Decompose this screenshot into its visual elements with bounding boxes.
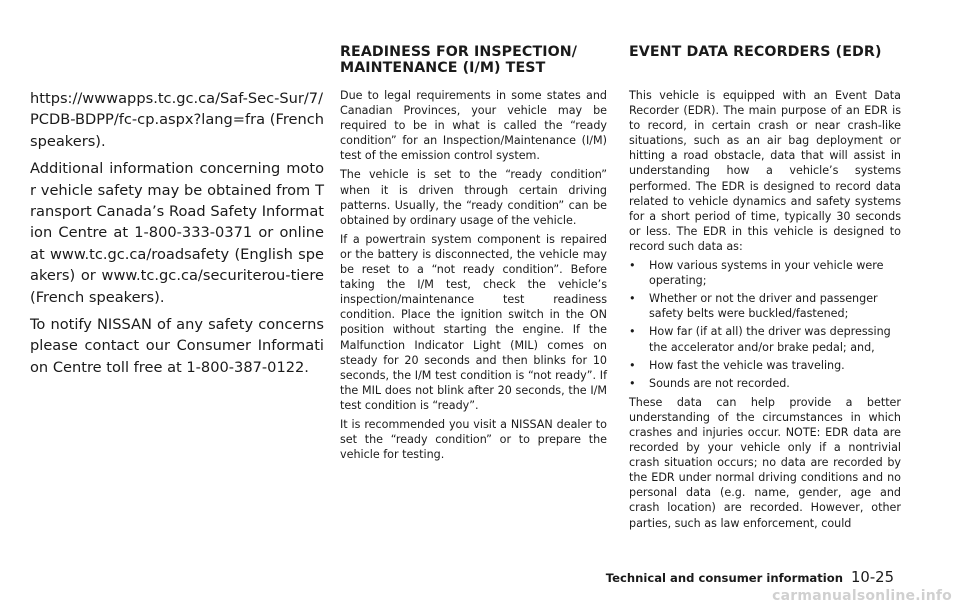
edr-closing-paragraph: These data can help provide a better understanding of the circumstances in which crashes and injuries occur. NOTE: EDR data are recorded by your vehicle only if a nontrivial crash situation occurs; no data are recorded by the EDR under normal driving conditions and no personal data (e.g. name, gender, age and crash location) are recorded. However, other parties, such as law enforcement, could	[629, 395, 901, 530]
readiness-paragraph-2: The vehicle is set to the “ready condition” when it is driven through certain driving patterns. Usually, the “ready condition” can be obtained by ordinary usage of the vehicle.	[340, 168, 607, 227]
list-item: • How far (if at all) the driver was depressing the accelerator and/or brake pedal; and,	[629, 325, 891, 354]
readiness-paragraph-1: Due to legal requirements in some states and Canadian Provinces, your vehicle may be required to be in what is called the “ready condition” for an Inspection/Maintenance (I/M) test of the emission control system.	[340, 89, 607, 163]
bullet-icon: •	[629, 292, 636, 306]
list-item: • Whether or not the driver and passenger safety belts were buckled/fastened;	[629, 292, 878, 321]
list-item: • How various systems in your vehicle were operating;	[629, 259, 884, 288]
column-edr	[629, 44, 901, 535]
list-item: • How fast the vehicle was traveling.	[629, 358, 845, 372]
readiness-paragraph-4: It is recommended you visit a NISSAN dealer to set the “ready condition” or to prepare the vehicle for testing.	[340, 417, 607, 462]
edr-intro-paragraph: This vehicle is equipped with an Event Data Recorder (EDR). The main purpose of an EDR is to record, in certain crash or near crash-like situations, such as an air bag deployment or hitting a road obstacle, data that will assist in understanding how a vehicle’s systems performed. The EDR is designed to record data related to vehicle dynamics and safety systems for a short period of time, typically 30 seconds or less. The EDR in this vehicle is designed to record such data as:	[629, 89, 901, 253]
page-number: 10-25	[851, 569, 894, 586]
bullet-icon: •	[629, 325, 636, 339]
watermark: carmanualsonline.info	[772, 588, 952, 604]
paragraph-url: https://wwwapps.tc.gc.ca/Saf-Sec-Sur/7/PCDB-BDPP/fc-cp.aspx?lang=fra (French speakers).	[30, 90, 324, 150]
page-footer	[606, 569, 894, 586]
edr-heading: EVENT DATA RECORDERS (EDR)	[629, 44, 882, 60]
readiness-paragraph-3: If a powertrain system component is repaired or the battery is disconnected, the vehicle may be reset to a “not ready condition”. Before taking the I/M test, check the vehicle’s inspection/maintenance test readiness condition. Place the ignition switch in the ON position without starting the engine. If the Malfunction Indicator Light (MIL) comes on steady for 20 seconds and then blinks for 10 seconds, the I/M test condition is “not ready”. If the MIL does not blink after 20 seconds, the I/M test condition is “ready”.	[340, 232, 607, 412]
bullet-icon: •	[629, 376, 636, 390]
list-item: • Sounds are not recorded.	[629, 376, 790, 390]
footer-section-name: Technical and consumer information	[605, 571, 843, 585]
paragraph-additional-info: Additional information concerning motor vehicle safety may be obtained from Transport Canada’s Road Safety Information Centre at 1-800-333-0371 or online at www.tc.gc.ca/roadsafety (English speakers) or www.tc.gc.ca/securiterou-tiere (French speakers).	[30, 160, 324, 306]
paragraph-notify-nissan: To notify NISSAN of any safety concerns please contact our Consumer Information Centre toll free at 1-800-387-0122.	[30, 316, 324, 376]
edr-bullet-list	[629, 258, 901, 391]
column-readiness	[340, 44, 607, 466]
column-left	[30, 88, 324, 384]
bullet-icon: •	[629, 358, 636, 372]
readiness-heading: READINESS FOR INSPECTION/ MAINTENANCE (I/M) TEST	[340, 44, 578, 76]
bullet-icon: •	[629, 259, 636, 273]
